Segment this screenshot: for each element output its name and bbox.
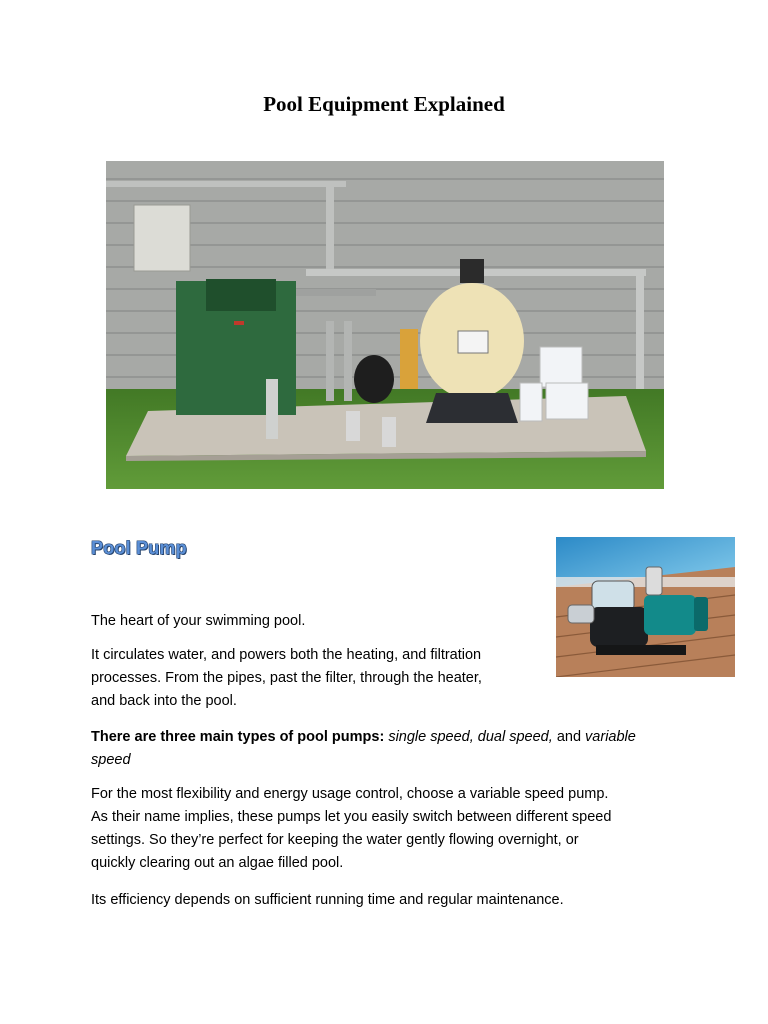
pump-types-line (91, 749, 691, 772)
type-dual-speed: dual speed, (477, 729, 553, 745)
document-title: Pool Equipment Explained (263, 92, 505, 116)
circulation-line: processes. From the pipes, past the filter, through the heater, (91, 670, 482, 686)
flexibility-paragraph (91, 783, 691, 875)
intro-paragraph: The heart of your swimming pool. (91, 613, 306, 629)
pump-types-lead: There are three main types of pool pumps: (91, 729, 385, 745)
pool-pump-photo (556, 537, 735, 677)
pump-types-line (91, 726, 691, 749)
flexibility-line: As their name implies, these pumps let you easily switch between different speed (91, 809, 612, 825)
pump-types-paragraph (91, 726, 691, 772)
type-variable: variable (585, 729, 636, 745)
circulation-line: It circulates water, and powers both the heating, and filtration (91, 647, 482, 663)
section-heading-pool-pump: Pool Pump (91, 538, 187, 558)
flexibility-line: For the most flexibility and energy usage control, choose a variable speed pump. (91, 786, 609, 802)
type-variable-speed: speed (91, 752, 131, 768)
flexibility-line: quickly clearing out an algae filled pool. (91, 855, 344, 871)
type-single-speed: single speed, (388, 729, 474, 745)
circulation-paragraph (91, 644, 541, 713)
types-conjunction: and (556, 729, 582, 745)
efficiency-paragraph: Its efficiency depends on sufficient running time and regular maintenance. (91, 892, 564, 908)
circulation-line: and back into the pool. (91, 693, 237, 709)
pool-equipment-photo (106, 161, 664, 489)
flexibility-line: settings. So they’re perfect for keeping the water gently flowing overnight, or (91, 832, 579, 848)
